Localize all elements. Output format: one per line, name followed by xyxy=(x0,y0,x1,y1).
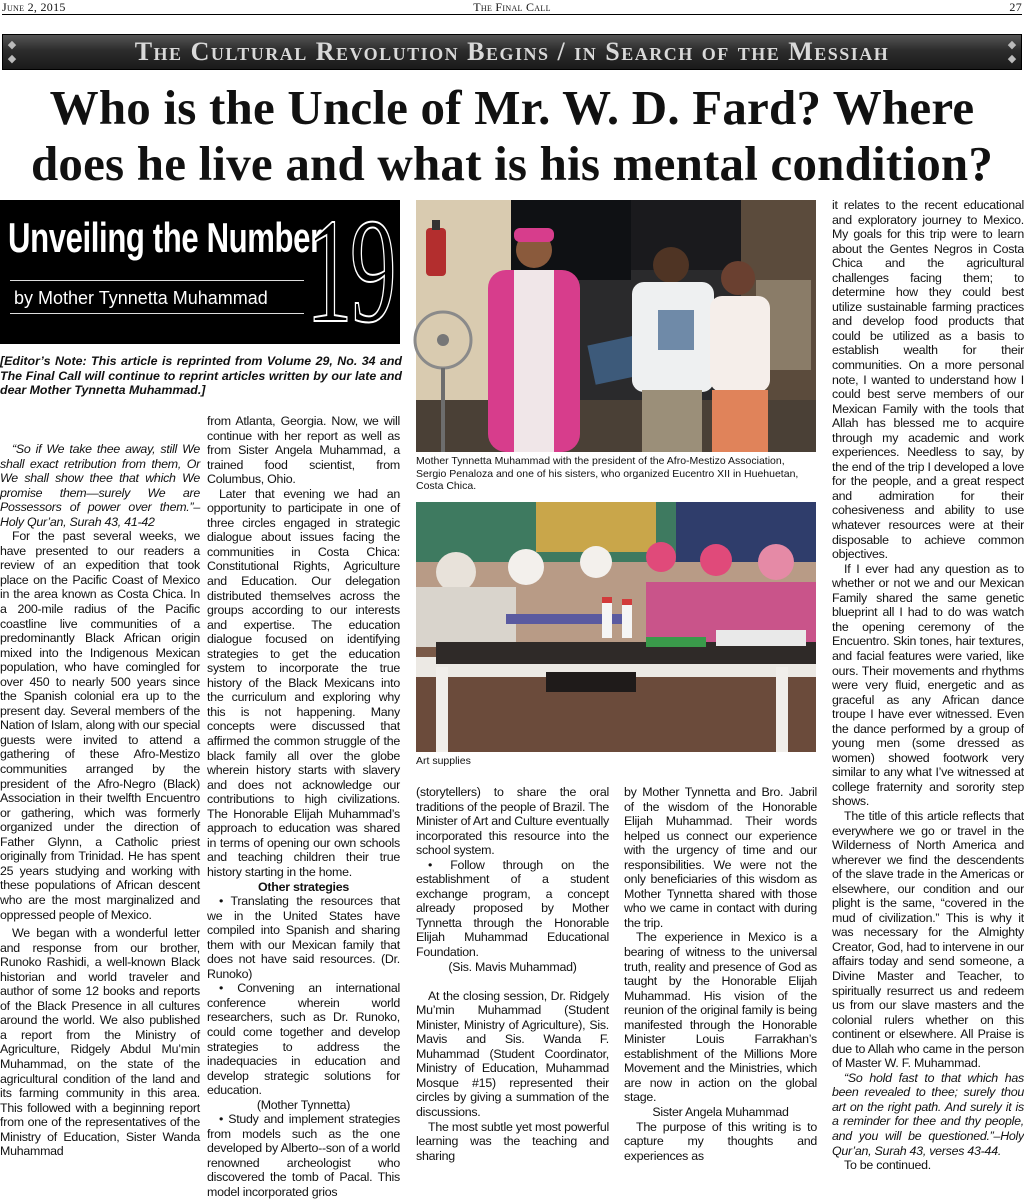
series-title: The Cultural Revolution Begins / in Search of the Messiah xyxy=(134,37,890,66)
column-title: Unveiling the Number xyxy=(8,214,322,261)
group-portrait-image xyxy=(416,200,816,452)
series-banner xyxy=(2,34,1022,70)
paragraph: (storytellers) to share the oral traditions of the people of Brazil. The Minister of Art and Culture eventually incorporated this resource into the school system. xyxy=(416,785,609,858)
bullet-credit: (Sis. Mavis Muhammad) xyxy=(448,959,577,974)
paragraph: At the closing session, Dr. Ridgely Mu’min Muhammad (Student Minister, Ministry of Agriculture), Sis. Mavis and Sis. Wanda F. Muhammad (Student Coordinator, Ministry of Education, Muhammad Mosque #15) represented their circles by giving a summation of the discussions. xyxy=(416,988,609,1119)
photo-caption: Mother Tynnetta Muhammad with the president of the Afro-Mestizo Association, Sergio Penaloza and one of his sisters, who organized Eucentro XII in Huehuetan, Costa Chica. xyxy=(416,455,799,492)
ornament-icon: ◆ ◆ xyxy=(1007,38,1017,65)
closing-line: To be continued. xyxy=(844,1158,931,1173)
paragraph: For the past several weeks, we have presented to our readers a review of an expedition that took place on the Pacific Coast of Mexico in the area known as Costa Chica. In a 200-mile radius of the Pacific coastline live communities of a predominantly Black African origin mixed into the Indigenous Mexican population, who have comingled for over 450 to nearly 500 years since the Spanish colonial era up to the present day. Several members of the Nation of Islam, along with our special guests were invited to attend a gathering of these Afro-Mestizo communities arranged by the president of the Afro-Negro (Black) Association in their twelfth Encuentro or gathering, which was formerly organized under the direction of Father Glynn, a Catholic priest originally from Trinidad. He has spent 25 years studying and working with these populations of African descent who are the most marginalized and oppressed people of Mexico. xyxy=(0,529,200,922)
running-head xyxy=(2,0,1022,15)
art-supplies-image xyxy=(416,502,816,752)
author-credit: Sister Angela Muhammad xyxy=(652,1105,789,1120)
article-column-2 xyxy=(207,414,400,1200)
subheading: Other strategies xyxy=(257,879,350,894)
paragraph: by Mother Tynnetta and Bro. Jabril of the wisdom of the Honorable Elijah Muhammad. Their words helped us connect our experience with the urgency of time and our responsibilities. We were not the only beneficiaries of this wisdom as Mother Tynnetta shared with those who we came in contact with during the trip. xyxy=(624,785,817,930)
column-logo xyxy=(0,188,400,354)
bullet-item: • Translating the resources that we in the United States have compiled into Spanish and sharing them with our Mexican family that does not have said resources. (Dr. Runoko) xyxy=(207,894,400,981)
page-number: 27 xyxy=(1009,0,1022,14)
paragraph: The title of this article reflects that everywhere we go or travel in the Wilderness of North America and wherever we find the descendents of the slave trade in the Americas or elsewhere, our condition and our plight is the same, “covered in the mud of civilization.” This is why it was necessary for the Almighty Creator, God, had to intervene in our affairs today and send someone, a Divine Master and Teacher, to spiritually resurrect us and redeem us from our slave masters and the colonial rulers whether on this continent or elsewhere. All Praise is due to Allah who came in the person of Master W. F. Muhammad. xyxy=(832,808,1024,1071)
column-byline: by Mother Tynnetta Muhammad xyxy=(10,280,304,314)
newspaper-name: The Final Call xyxy=(473,0,551,14)
headline-line-2: does he live and what is his mental condition? xyxy=(30,136,994,191)
bullet-credit: (Mother Tynnetta) xyxy=(256,1097,351,1112)
paragraph: from Atlanta, Georgia. Now, we will continue with her report as well as from Sister Angela Muhammad, a trained food scientist, from Columbus, Ohio. xyxy=(207,414,400,487)
issue-date: June 2, 2015 xyxy=(2,0,66,14)
paragraph: We began with a wonderful letter and response from our brother, Runoko Rashidi, a well-known Black historian and world traveler and author of some 12 books and reports of the Black Presence in all cultures around the world. We also published a report from the Ministry of Agriculture, Ridgely Abdul Mu’min Muhammad, on the state of the agricultural condition of the land and its farming community in this area. This followed with a beginning report from one of the representatives of the Ministry of Education, Sister Wanda Muhammad xyxy=(0,926,200,1159)
column-number: 19 xyxy=(306,188,395,354)
ornament-icon: ◆ ◆ xyxy=(7,38,17,65)
bullet-item: • Convening an international conference wherein world researchers, such as Dr. Runoko, could come together and develop strategies to address the inadequacies in education and develop strategic solutions for education. xyxy=(207,981,400,1098)
paragraph: The most subtle yet most powerful learning was the teaching and sharing xyxy=(416,1119,609,1163)
article-column-5 xyxy=(832,198,1024,1173)
photo-group-portrait xyxy=(416,200,816,452)
paragraph: Later that evening we had an opportunity to participate in one of three circles engaged in strategic dialogue about issues facing the communities in Costa Chica: Constitutional Rights, Agriculture and Education. Our delegation distributed themselves across the groups according to our interests and expertise. The education dialogue focused on identifying strategies to get the education system to incorporate the true history of the Black Mexicans into the curriculum and exploring why this is not happening. Many concepts were discussed that affirmed the common struggle of the black family all over the globe wherein history starts with slavery and does not acknowledge our contributions to high civilizations. The Honorable Elijah Muhammad’s approach to education was shared in terms of opening our own schools and teaching children their true history starting in the home. xyxy=(207,486,400,879)
paragraph: The experience in Mexico is a bearing of witness to the universal truth, reality and presence of God as taught by the Honorable Elijah Muhammad. His vision of the reunion of the original family is being manifested through the Honorable Minister Louis Farrakhan’s establishment of the Millions More Movement and the Ministries, which are now in action on the global stage. xyxy=(624,930,817,1105)
scripture-quote: “So hold fast to that which has been revealed to thee; surely thou art on the right path. And surely it is a reminder for thee and thy people, and you will be questioned.”–Holy Qur’an, Surah 43, verses 43-44. xyxy=(832,1070,1024,1158)
paragraph: it relates to the recent educational and exploratory journey to Mexico. My goals for this trip were to learn about the Gentes Negros in Costa Chica and the agricultural challenges facing them; to determine how they could best utilize sustainable farming practices and develop food products that could be utilized as a basis to establish wealth for their communities. On a more personal note, I wanted to understand how I could best serve members of our Mexican Family with the tools that Allah has blessed me to acquire through my academic and work experiences. Needless to say, by the end of the trip I developed a love for the people, and a great respect and admiration for their cohesiveness and ability to use whatever resources were at their disposable to achieve common objectives. xyxy=(832,198,1024,562)
photo-art-supplies xyxy=(416,502,816,752)
photo-caption: Art supplies xyxy=(416,755,471,767)
spacer xyxy=(416,974,609,989)
paragraph: The purpose of this writing is to capture my thoughts and experiences as xyxy=(624,1119,817,1163)
bullet-item: • Follow through on the establishment of a student exchange program, a concept already proposed by Mother Tynnetta through the Honorable Elijah Muhammad Educational Foundation. xyxy=(416,857,609,960)
paragraph: If I ever had any question as to whether or not we and our Mexican Family shared the same genetic blueprint all I had to do was watch the opening ceremony of the Encuentro. Skin tones, hair textures, and facial features were varied, like ours. Their movements and rhythms were very fluid, energetic and as graceful as any African dance troupe I have ever witnessed. Even the dance performed by a group of young men (some dressed as women) showed footwork very similar to any what I’ve witnessed at college fraternity and sorority step shows. xyxy=(832,561,1024,809)
headline-line-1: Who is the Uncle of Mr. W. D. Fard? Where xyxy=(49,80,975,135)
bullet-item: • Study and implement strategies from models such as the one developed by Alberto--son of a world renowned archeologist who discovered the tomb of Pacal. This model incorporated grios xyxy=(207,1112,400,1199)
article-column-4 xyxy=(624,785,817,1163)
scripture-quote: “So if We take thee away, still We shall exact retribution from them, Or We shall show thee that which We promise them—surely We are Possessors of power over them.”–Holy Qur’an, Surah 43, 41-42 xyxy=(0,442,200,529)
article-column-3 xyxy=(416,785,609,1163)
article-headline xyxy=(0,80,1024,192)
article-column-1 xyxy=(0,442,200,1159)
editors-note: [Editor’s Note: This article is reprinted from Volume 29, No. 34 and The Final Call will continue to reprint articles written by our late and dear Mother Tynnetta Muhammad.] xyxy=(0,354,402,397)
